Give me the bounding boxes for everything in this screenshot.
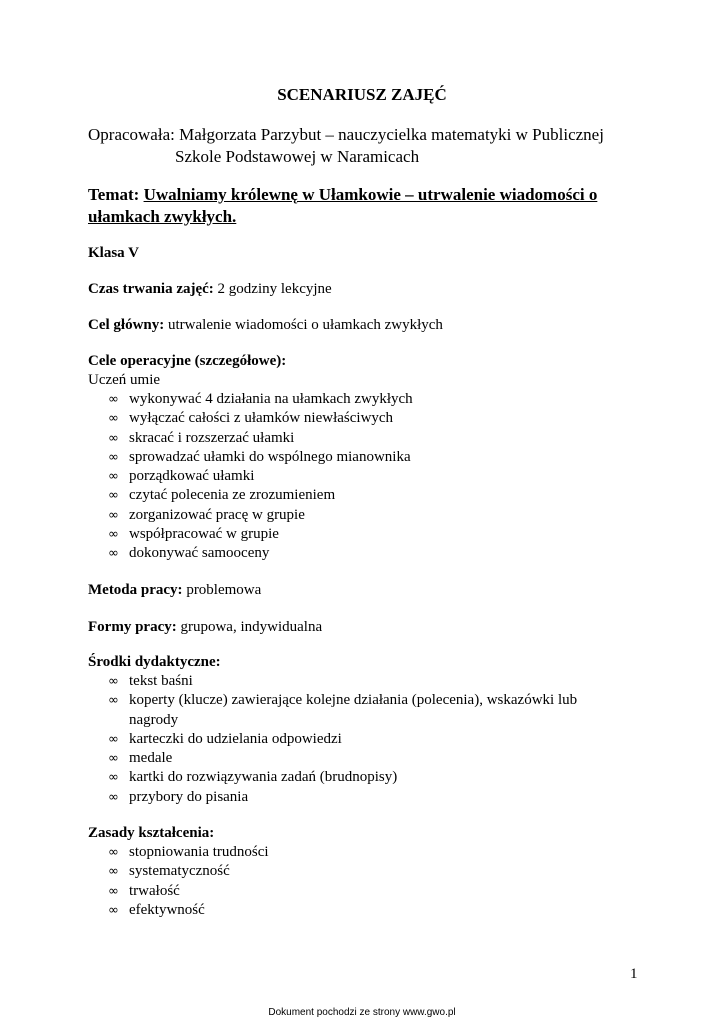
list-item-text: porządkować ułamki: [129, 468, 255, 485]
infinity-bullet-icon: ∞: [108, 469, 119, 485]
main-goal-field: [88, 315, 443, 335]
list-item: [108, 409, 628, 428]
infinity-bullet-icon: ∞: [108, 392, 119, 407]
infinity-bullet-icon: ∞: [108, 751, 119, 767]
list-item: [108, 525, 628, 544]
method-field: [88, 580, 261, 600]
footer-source: Dokument pochodzi ze strony www.gwo.pl: [268, 1007, 456, 1018]
infinity-bullet-icon: ∞: [108, 411, 119, 427]
method-value: problemowa: [186, 582, 262, 598]
list-item: [108, 544, 628, 563]
list-item-text: stopniowania trudności: [129, 844, 269, 860]
principles-heading: Zasady kształcenia:: [88, 825, 215, 841]
list-item-text: przybory do pisania: [129, 788, 249, 805]
operational-goals-heading: Cele operacyjne (szczegółowe):: [88, 353, 287, 369]
list-item-text: kartki do rozwiązywania zadań (brudnopisy): [129, 769, 398, 786]
list-item-text: sprowadzać ułamki do wspólnego mianownika: [129, 448, 411, 465]
list-item: [108, 486, 628, 505]
list-item-text: wykonywać 4 działania na ułamkach zwykłych: [129, 391, 413, 407]
list-item-text: karteczki do udzielania odpowiedzi: [129, 730, 342, 747]
list-item-text: systematyczność: [129, 863, 230, 880]
list-item: [108, 862, 628, 881]
list-item: [108, 429, 628, 448]
list-item: [108, 730, 628, 749]
list-item: [108, 749, 628, 768]
list-item: [108, 768, 628, 787]
list-item: [108, 843, 628, 862]
forms-field: [88, 617, 322, 637]
list-item: [108, 691, 628, 730]
author-line-2: Szkole Podstawowej w Naramicach: [175, 147, 420, 166]
duration-label: Czas trwania zajęć:: [88, 281, 214, 297]
author-label: Opracowała:: [88, 125, 175, 144]
infinity-bullet-icon: ∞: [108, 864, 119, 880]
topic-text: Uwalniamy królewnę w Ułamkowie – utrwalenie wiadomości o ułamkach zwykłych.: [88, 185, 598, 226]
infinity-bullet-icon: ∞: [108, 430, 119, 446]
infinity-bullet-icon: ∞: [108, 546, 119, 562]
author-name: Małgorzata Parzybut – nauczycielka matematyki w Publicznej: [179, 125, 604, 144]
topic-label: Temat:: [88, 185, 140, 204]
infinity-bullet-icon: ∞: [108, 883, 119, 899]
author-line-1: [88, 124, 604, 146]
list-item: [108, 467, 628, 486]
duration-value: 2 godziny lekcyjne: [217, 281, 332, 297]
list-item-text: trwałość: [129, 882, 180, 899]
infinity-bullet-icon: ∞: [108, 845, 119, 860]
list-item-text: zorganizować pracę w grupie: [129, 506, 305, 523]
infinity-bullet-icon: ∞: [108, 674, 119, 689]
list-item-text: skracać i rozszerzać ułamki: [129, 429, 295, 446]
operational-goals-intro: Uczeń umie: [88, 372, 161, 388]
list-item-text: współpracować w grupie: [129, 526, 279, 543]
list-item-text: dokonywać samooceny: [129, 545, 270, 562]
forms-value: grupowa, indywidualna: [180, 619, 323, 635]
infinity-bullet-icon: ∞: [108, 693, 119, 709]
list-item-text: tekst baśni: [129, 673, 193, 689]
main-goal-value: utrwalenie wiadomości o ułamkach zwykłych: [168, 317, 443, 333]
author-block: [88, 124, 604, 168]
infinity-bullet-icon: ∞: [108, 731, 119, 747]
duration-field: [88, 279, 332, 299]
infinity-bullet-icon: ∞: [108, 527, 119, 543]
resources-heading: Środki dydaktyczne:: [88, 654, 221, 670]
infinity-bullet-icon: ∞: [108, 488, 119, 504]
principles-list: [108, 843, 628, 920]
method-label: Metoda pracy:: [88, 582, 183, 598]
class-label: Klasa V: [88, 245, 139, 261]
list-item: [108, 506, 628, 525]
infinity-bullet-icon: ∞: [108, 902, 119, 918]
list-item: [108, 672, 628, 691]
forms-label: Formy pracy:: [88, 619, 177, 635]
list-item: [108, 390, 628, 409]
list-item: [108, 882, 628, 901]
list-item: [108, 901, 628, 920]
resources-list: [108, 672, 628, 807]
infinity-bullet-icon: ∞: [108, 507, 119, 523]
infinity-bullet-icon: ∞: [108, 449, 119, 465]
list-item: [108, 788, 628, 807]
page-number: 1: [630, 966, 638, 982]
list-item-text: czytać polecenia ze zrozumieniem: [129, 487, 336, 504]
operational-goals-list: [108, 390, 628, 564]
main-goal-label: Cel główny:: [88, 317, 165, 333]
list-item-text: wyłączać całości z ułamków niewłaściwych: [129, 410, 394, 427]
list-item-text: koperty (klucze) zawierające kolejne działania (polecenia), wskazówki lub nagrody: [129, 692, 578, 728]
list-item-text: efektywność: [129, 901, 205, 918]
document-title: SCENARIUSZ ZAJĘĆ: [277, 85, 447, 104]
topic-block: [88, 184, 628, 228]
list-item: [108, 448, 628, 467]
list-item-text: medale: [129, 750, 173, 767]
infinity-bullet-icon: ∞: [108, 789, 119, 805]
infinity-bullet-icon: ∞: [108, 770, 119, 786]
